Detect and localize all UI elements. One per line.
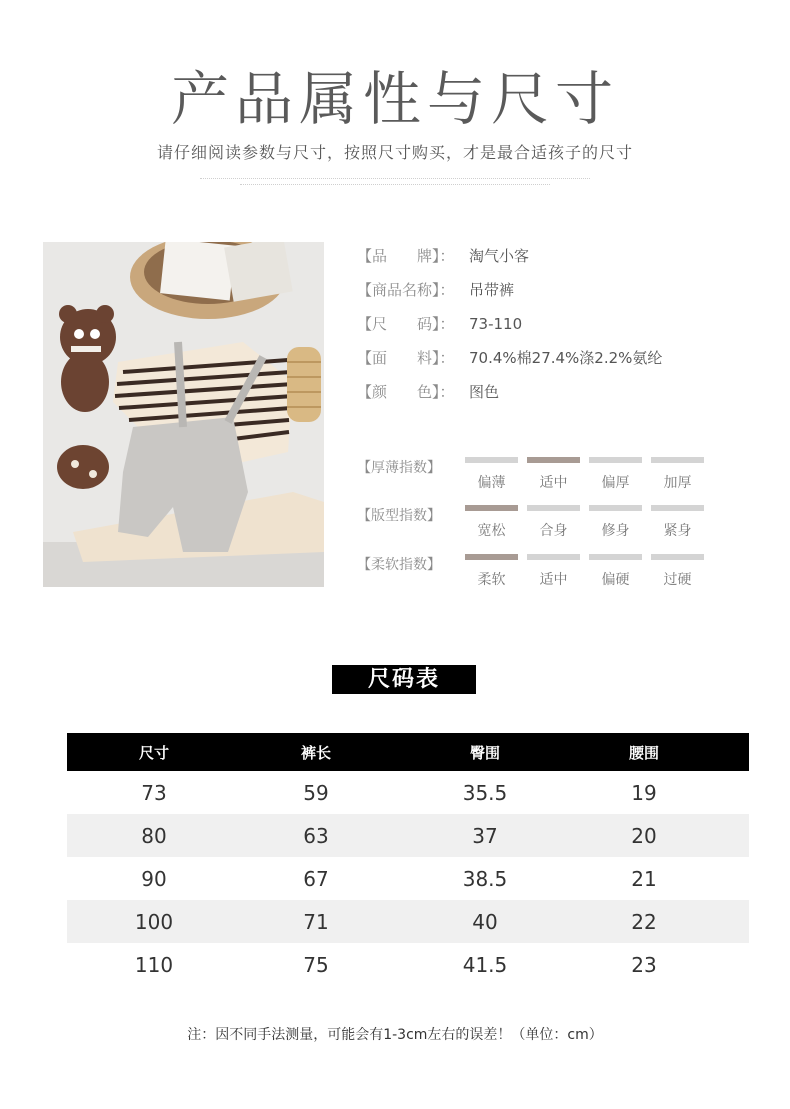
index-segment: [465, 554, 518, 560]
index-option-label: 偏薄: [477, 475, 506, 491]
table-cell: 80: [141, 823, 167, 848]
index-segment: [651, 505, 704, 511]
table-header: [67, 733, 749, 771]
index-segment: [589, 505, 642, 511]
index-segment: [651, 554, 704, 560]
softness-index-label: 【柔软指数】: [357, 557, 441, 573]
index-option-label: 过硬: [663, 572, 692, 588]
size-table: [67, 733, 749, 986]
attribute-fabric: [357, 347, 662, 369]
attribute-value: 淘气小客: [469, 247, 530, 265]
index-option-label: 修身: [601, 523, 630, 539]
table-cell: 35.5: [462, 780, 508, 805]
table-cell: 59: [303, 780, 329, 805]
index-segment: [589, 457, 642, 463]
table-row: [67, 857, 749, 900]
index-segment: [465, 505, 518, 511]
table-cell: 41.5: [462, 952, 508, 977]
table-cell: 19: [631, 780, 657, 805]
table-cell: 22: [631, 909, 657, 934]
thickness-index-label: 【厚薄指数】: [357, 460, 441, 476]
index-option-label: 紧身: [663, 523, 692, 539]
table-cell: 75: [303, 952, 329, 977]
table-cell: 67: [303, 866, 329, 891]
table-row: [67, 900, 749, 943]
index-option-label: 加厚: [663, 475, 692, 491]
table-cell: 110: [134, 952, 174, 977]
table-cell: 40: [472, 909, 498, 934]
index-option-label: 宽松: [477, 523, 506, 539]
measurement-footnote: 注：因不同手法测量，可能会有1-3cm左右的误差！（单位：cm）: [187, 1027, 603, 1043]
header-hip: 臀围: [469, 743, 500, 762]
size-chart-heading: 尺码表: [332, 665, 476, 694]
table-cell: 37: [472, 823, 498, 848]
index-option-label: 合身: [539, 523, 568, 539]
table-row: [67, 814, 749, 857]
attribute-label: 【品 牌】：: [357, 247, 455, 265]
attribute-label: 【面 料】：: [357, 349, 455, 367]
index-option-label: 偏硬: [601, 572, 630, 588]
table-cell: 38.5: [462, 866, 508, 891]
attribute-value: 70.4%棉27.4%涤2.2%氨纶: [469, 349, 663, 367]
table-cell: 21: [631, 866, 657, 891]
table-cell: 90: [141, 866, 167, 891]
decorative-divider: [200, 178, 590, 179]
table-cell: 71: [303, 909, 329, 934]
index-option-label: 偏厚: [601, 475, 630, 491]
attribute-brand: [357, 245, 529, 267]
index-option-label: 适中: [539, 475, 568, 491]
page-title: 产品属性与尺寸: [170, 65, 619, 133]
table-row: [67, 943, 749, 986]
index-segment: [527, 505, 580, 511]
attribute-label: 【颜 色】：: [357, 383, 455, 401]
decorative-divider: [240, 184, 550, 185]
table-cell: 100: [134, 909, 174, 934]
index-segment: [527, 457, 580, 463]
table-cell: 20: [631, 823, 657, 848]
header-pants-length: 裤长: [300, 743, 331, 762]
attribute-product-name: [357, 279, 514, 301]
table-row: [67, 771, 749, 814]
index-option-label: 柔软: [477, 572, 506, 588]
attribute-value: 图色: [469, 383, 500, 401]
page-subtitle: 请仔细阅读参数与尺寸，按照尺寸购买，才是最合适孩子的尺寸: [156, 143, 633, 162]
index-option-label: 适中: [539, 572, 568, 588]
header-size: 尺寸: [138, 743, 169, 762]
product-photo: [43, 242, 324, 587]
table-cell: 73: [141, 780, 167, 805]
attribute-size: [357, 313, 522, 335]
index-segment: [465, 457, 518, 463]
table-cell: 63: [303, 823, 329, 848]
fit-index-label: 【版型指数】: [357, 508, 441, 524]
index-segment: [527, 554, 580, 560]
attribute-value: 73-110: [469, 315, 523, 333]
attribute-label: 【商品名称】：: [357, 281, 455, 299]
table-cell: 23: [631, 952, 657, 977]
index-segment: [589, 554, 642, 560]
attribute-color: [357, 381, 499, 403]
attribute-value: 吊带裤: [469, 281, 515, 299]
attribute-label: 【尺 码】：: [357, 315, 455, 333]
index-segment: [651, 457, 704, 463]
header-waist: 腰围: [628, 743, 659, 762]
